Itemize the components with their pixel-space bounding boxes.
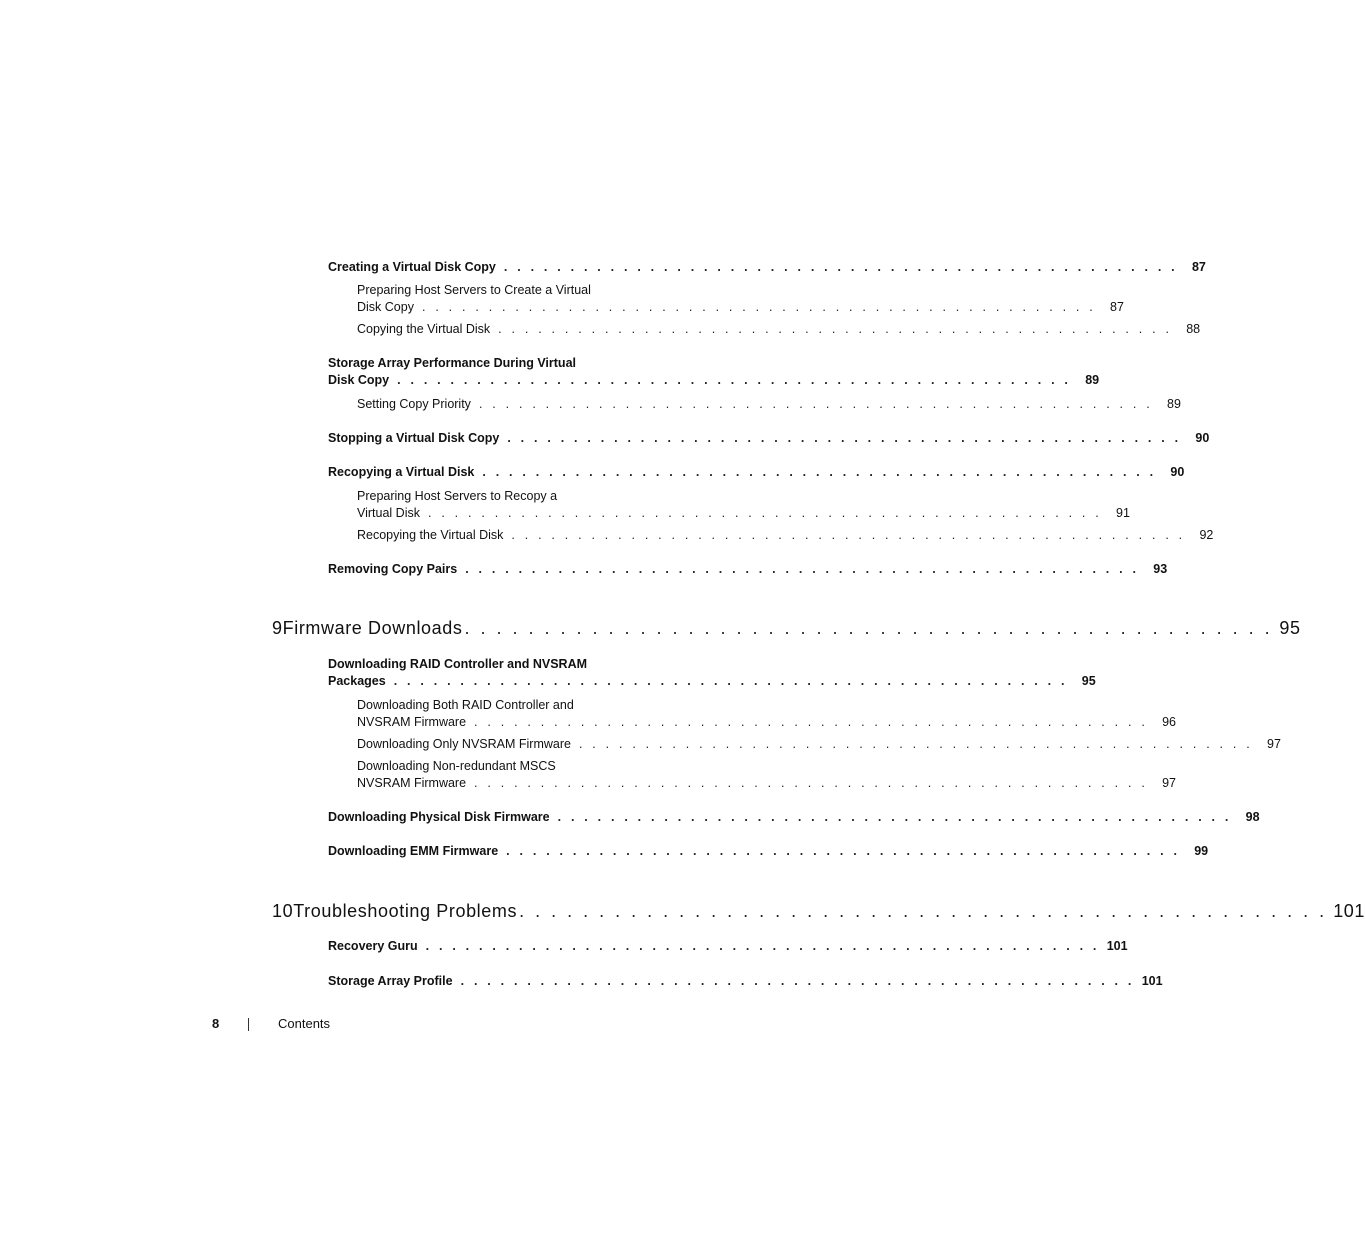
toc-page-number: 93 xyxy=(1153,562,1168,576)
toc-entry-label: Creating a Virtual Disk Copy xyxy=(328,260,496,274)
toc-entry-label: Downloading Physical Disk Firmware xyxy=(328,810,550,824)
toc-page-number: 89 xyxy=(1167,397,1181,411)
toc-page-number: 95 xyxy=(1081,674,1096,688)
toc-entry[interactable] xyxy=(357,321,1201,338)
toc-page-number: 90 xyxy=(1195,431,1210,445)
toc-entry-label: Setting Copy Priority xyxy=(357,397,471,411)
footer-page-number: 8 xyxy=(212,1016,220,1031)
toc-page-number: 101 xyxy=(1141,974,1163,988)
toc-entry[interactable] xyxy=(357,396,1181,413)
toc-entry[interactable] xyxy=(357,527,1214,544)
chapter-number: 10 xyxy=(272,901,294,921)
toc-entry-label: Removing Copy Pairs xyxy=(328,562,458,576)
footer-section-title: Contents xyxy=(278,1016,331,1031)
toc-entry-label: Storage Array Profile xyxy=(328,974,453,988)
dot-leader: . . . . . . . . . . . . . . . . . . . . . . . . . . . . . . . . . . . . . . . . . . . . . . . . . . . xyxy=(397,373,1072,387)
toc-page-number: 89 xyxy=(1085,373,1100,387)
dot-leader: . . . . . . . . . . . . . . . . . . . . . . . . . . . . . . . . . . . . . . . . . . . . . . . . . . . xyxy=(478,397,1153,411)
toc-entry-label: Virtual Disk xyxy=(357,506,420,520)
toc-entry[interactable] xyxy=(328,973,1163,990)
dot-leader: . . . . . . . . . . . . . . . . . . . . . . . . . . . . . . . . . . . . . . . . . . . . . . . . . . . xyxy=(506,844,1181,858)
toc-entry[interactable] xyxy=(328,938,1128,955)
toc-entry-label: Recopying a Virtual Disk xyxy=(328,465,475,479)
toc-page-number: 87 xyxy=(1110,300,1124,314)
toc-entry-label: NVSRAM Firmware xyxy=(357,776,467,790)
toc-entry[interactable] xyxy=(328,809,1260,826)
toc-entry[interactable] xyxy=(357,758,1177,792)
footer-divider xyxy=(248,1018,249,1031)
dot-leader: . . . . . . . . . . . . . . . . . . . . . . . . . . . . . . . . . . . . . . . . . . . . . . . . . . . xyxy=(578,737,1253,751)
toc-page-number: 97 xyxy=(1162,776,1177,790)
dot-leader: . . . . . . . . . . . . . . . . . . . . . . . . . . . . . . . . . . . . . . . . . . . . . . . . . . . xyxy=(557,810,1232,824)
dot-leader: . . . . . . . . . . . . . . . . . . . . . . . . . . . . . . . . . . . . . . . . . . . . . . . . . . . xyxy=(393,674,1068,688)
dot-leader: . . . . . . . . . . . . . . . . . . . . . . . . . . . . . . . . . . . . . . . . . . . . . . . . . . . xyxy=(465,562,1140,576)
toc-page-number: 88 xyxy=(1186,322,1201,336)
toc-entry[interactable] xyxy=(328,259,1206,276)
toc-entry[interactable] xyxy=(357,736,1281,753)
toc-page-number: 99 xyxy=(1194,844,1209,858)
toc-entry-label: NVSRAM Firmware xyxy=(357,715,467,729)
toc-entry-label-line: Preparing Host Servers to Create a Virtual xyxy=(357,283,591,297)
toc-entry-label: Downloading EMM Firmware xyxy=(328,844,499,858)
toc-entry[interactable] xyxy=(328,656,1096,690)
dot-leader: . . . . . . . . . . . . . . . . . . . . . . . . . . . . . . . . . . . . . . . . . . . . . . . . . . . xyxy=(460,974,1135,988)
toc-entry-label: Copying the Virtual Disk xyxy=(357,322,491,336)
toc-page-number: 96 xyxy=(1162,715,1177,729)
toc-chapter[interactable] xyxy=(272,900,1365,922)
toc-entry[interactable] xyxy=(357,282,1124,316)
dot-leader: . . . . . . . . . . . . . . . . . . . . . . . . . . . . . . . . . . . . . . . . . . . . . . . . . . . xyxy=(427,506,1102,520)
dot-leader: . . . . . . . . . . . . . . . . . . . . . . . . . . . . . . . . . . . . . . . . . . . . . . . . . . . xyxy=(425,939,1100,953)
dot-leader: . . . . . . . . . . . . . . . . . . . . . . . . . . . . . . . . . . . . . . . . . . . . . . . . . . . xyxy=(519,901,1328,921)
toc-entry[interactable] xyxy=(357,697,1177,731)
toc-entry-label: Disk Copy xyxy=(328,373,390,387)
toc-entry-label-line: Preparing Host Servers to Recopy a xyxy=(357,489,558,503)
toc-page-number: 95 xyxy=(1279,618,1301,638)
chapter-title: Firmware Downloads xyxy=(282,618,463,638)
dot-leader: . . . . . . . . . . . . . . . . . . . . . . . . . . . . . . . . . . . . . . . . . . . . . . . . . . . xyxy=(498,322,1173,336)
toc-entry-label: Recovery Guru xyxy=(328,939,418,953)
dot-leader: . . . . . . . . . . . . . . . . . . . . . . . . . . . . . . . . . . . . . . . . . . . . . . . . . . . xyxy=(511,528,1186,542)
toc-entry[interactable] xyxy=(357,488,1130,522)
toc-entry-label: Recopying the Virtual Disk xyxy=(357,528,504,542)
toc-entry-label-line: Downloading Both RAID Controller and xyxy=(357,698,574,712)
toc-chapter[interactable] xyxy=(272,617,1301,639)
dot-leader: . . . . . . . . . . . . . . . . . . . . . . . . . . . . . . . . . . . . . . . . . . . . . . . . . . . xyxy=(474,715,1149,729)
toc-entry[interactable] xyxy=(328,430,1210,447)
toc-entry[interactable] xyxy=(328,464,1185,481)
chapter-title: Troubleshooting Problems xyxy=(293,901,518,921)
dot-leader: . . . . . . . . . . . . . . . . . . . . . . . . . . . . . . . . . . . . . . . . . . . . . . . . . . . xyxy=(474,776,1149,790)
toc-page-number: 101 xyxy=(1106,939,1128,953)
toc-entry[interactable] xyxy=(328,355,1100,389)
toc-entry-label-line: Storage Array Performance During Virtual xyxy=(328,356,576,370)
dot-leader: . . . . . . . . . . . . . . . . . . . . . . . . . . . . . . . . . . . . . . . . . . . . . . . . . . . xyxy=(507,431,1182,445)
toc-entry-label-line: Downloading Non-redundant MSCS xyxy=(357,759,556,773)
dot-leader: . . . . . . . . . . . . . . . . . . . . . . . . . . . . . . . . . . . . . . . . . . . . . . . . . . . xyxy=(464,618,1273,638)
toc-entry[interactable] xyxy=(328,843,1209,860)
toc-page-number: 87 xyxy=(1191,260,1206,274)
toc-entry-label: Packages xyxy=(328,674,386,688)
toc-page-number: 91 xyxy=(1116,506,1130,520)
chapter-number: 9 xyxy=(272,618,283,638)
toc-page-number: 92 xyxy=(1199,528,1214,542)
toc-entry[interactable] xyxy=(328,561,1168,578)
toc-page-number: 97 xyxy=(1267,737,1281,751)
toc-entry-label-line: Downloading RAID Controller and NVSRAM xyxy=(328,657,588,671)
dot-leader: . . . . . . . . . . . . . . . . . . . . . . . . . . . . . . . . . . . . . . . . . . . . . . . . . . . xyxy=(421,300,1096,314)
toc-entry-label: Stopping a Virtual Disk Copy xyxy=(328,431,500,445)
toc-entry-label: Downloading Only NVSRAM Firmware xyxy=(357,737,571,751)
toc-page-number: 101 xyxy=(1333,901,1365,921)
toc-page-number: 98 xyxy=(1245,810,1260,824)
dot-leader: . . . . . . . . . . . . . . . . . . . . . . . . . . . . . . . . . . . . . . . . . . . . . . . . . . . xyxy=(482,465,1157,479)
toc-entry-label: Disk Copy xyxy=(357,300,414,314)
toc-page-number: 90 xyxy=(1170,465,1185,479)
dot-leader: . . . . . . . . . . . . . . . . . . . . . . . . . . . . . . . . . . . . . . . . . . . . . . . . . . . xyxy=(503,260,1178,274)
